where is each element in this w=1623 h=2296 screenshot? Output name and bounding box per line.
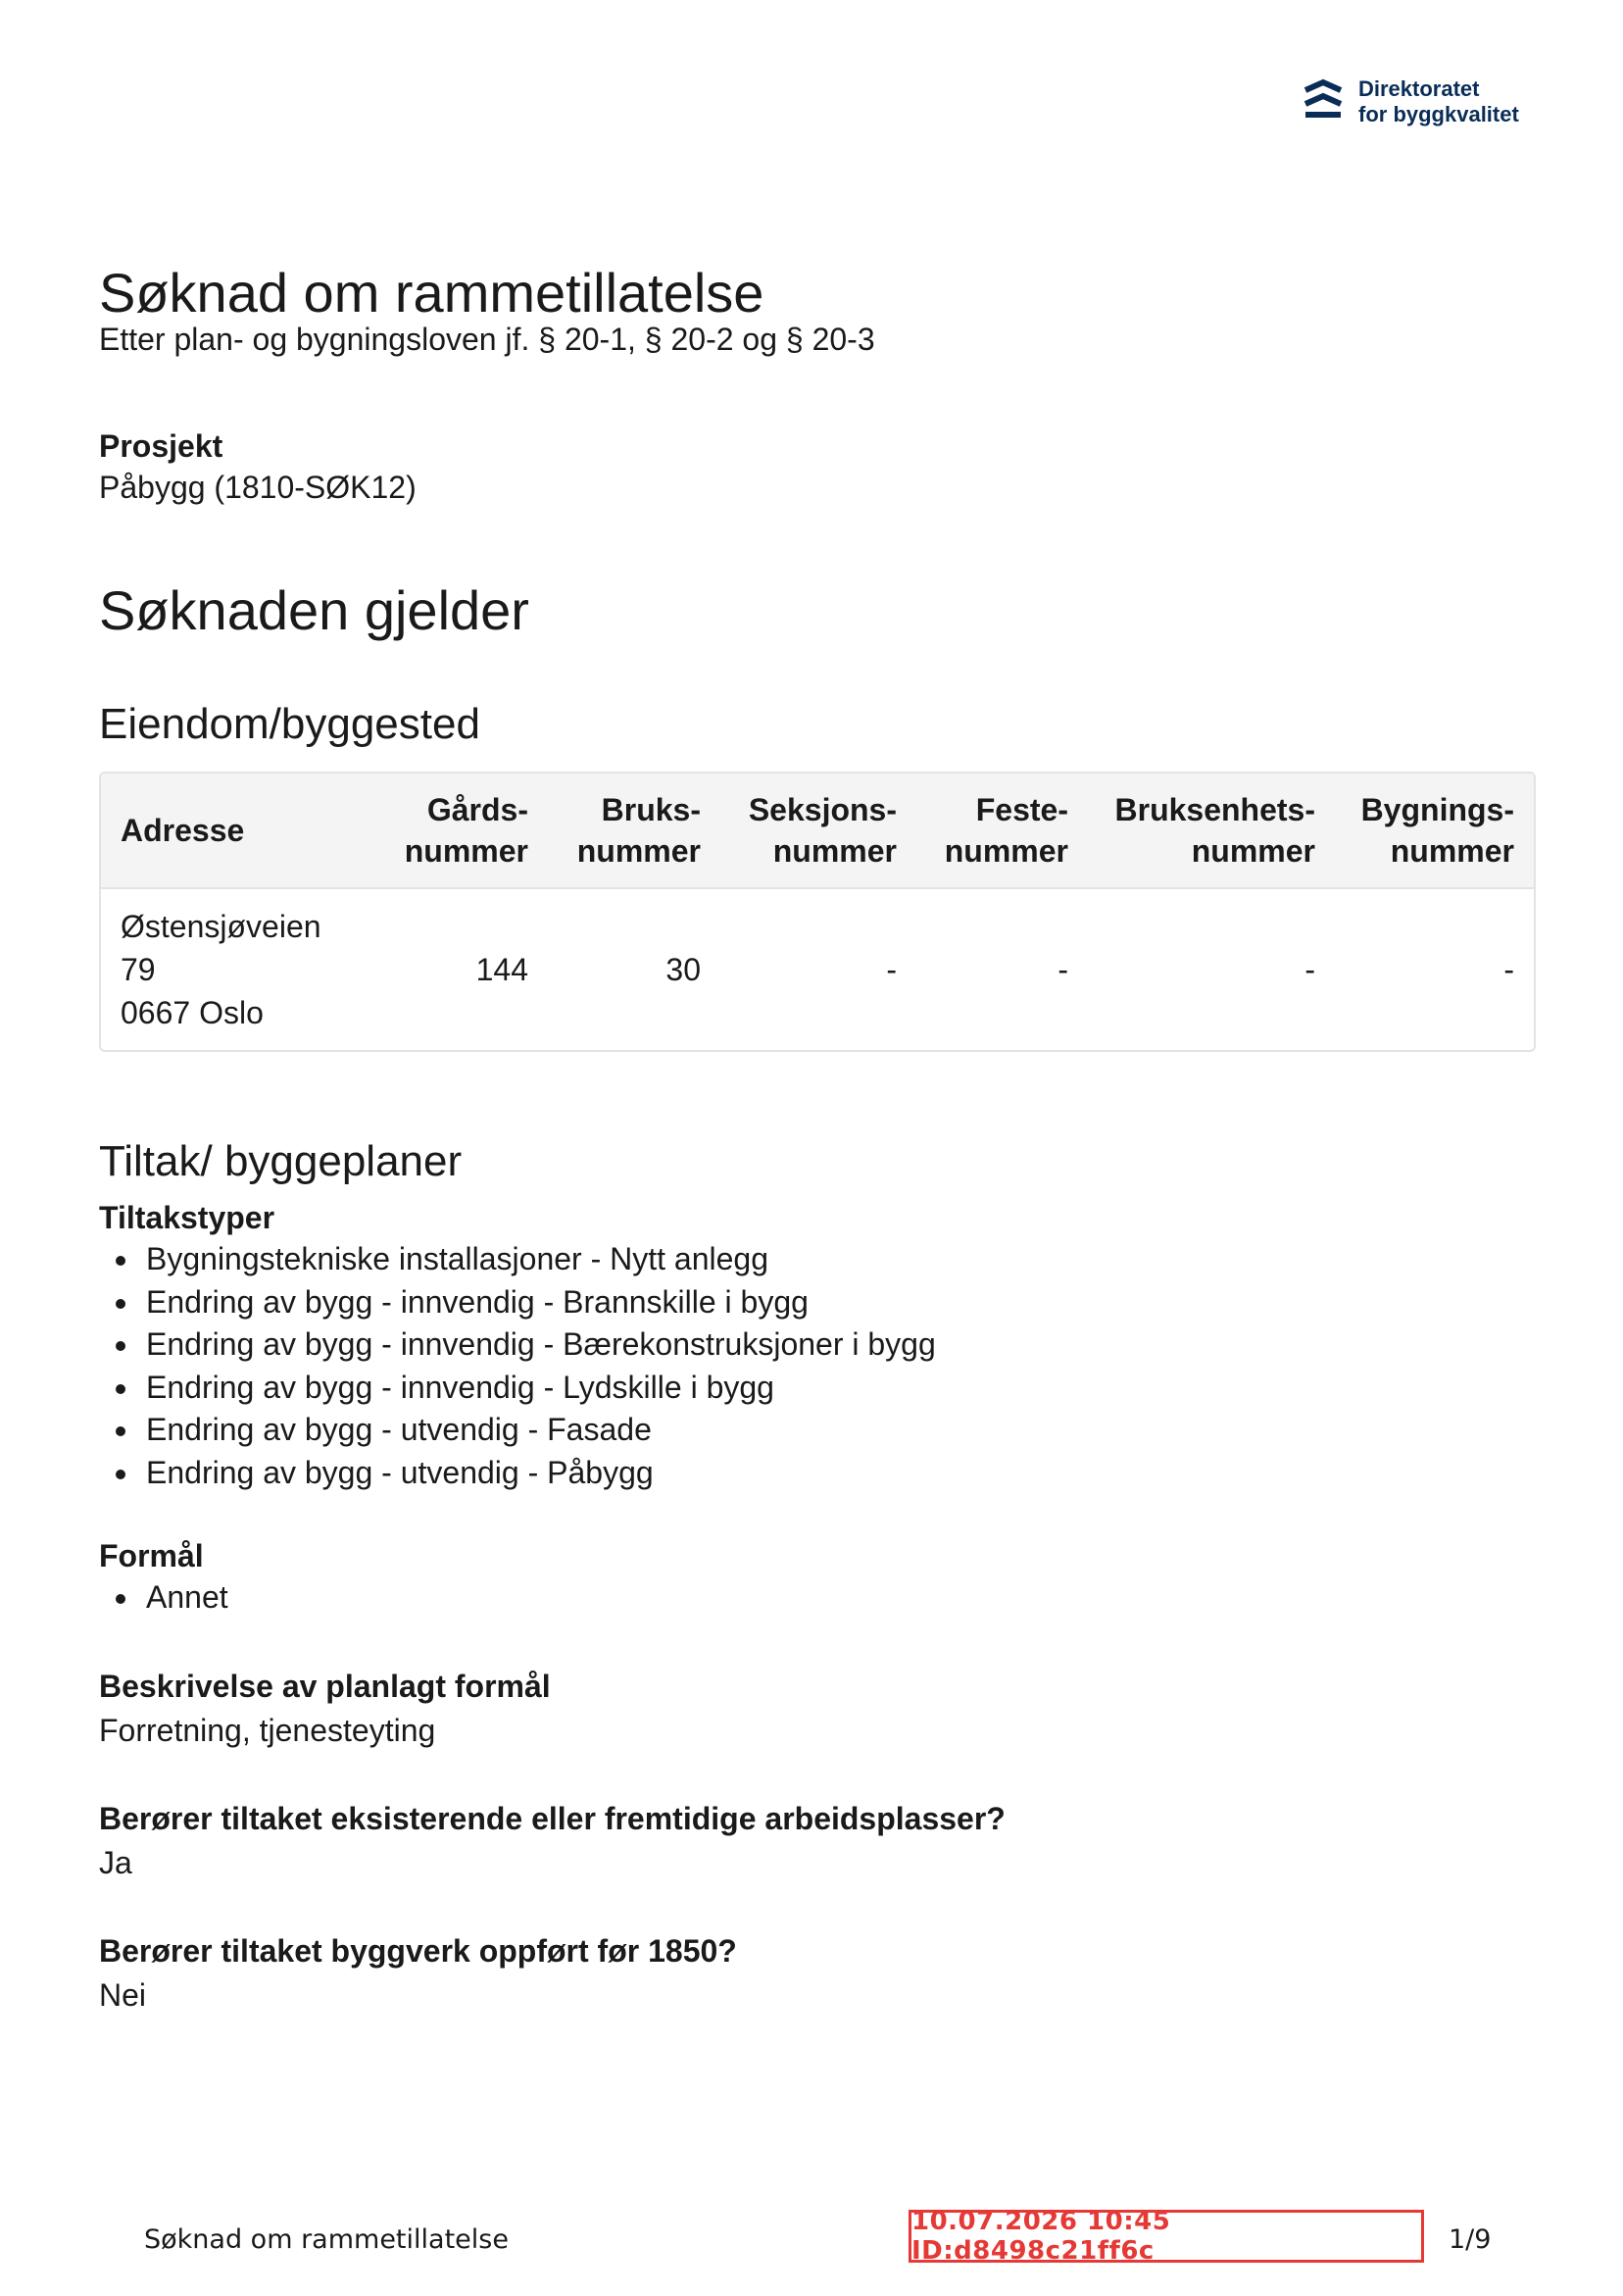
project-block [99, 425, 1536, 508]
dibk-logo [1303, 76, 1519, 127]
header-bruksenhetsnummer: Bruksenhets- nummer [1088, 774, 1335, 888]
formal-list [99, 1576, 1536, 1620]
list-item: Endring av bygg - utvendig - Påbygg [146, 1452, 1536, 1495]
cell-gardsnummer: 144 [475, 952, 528, 987]
list-item: Endring av bygg - innvendig - Bærekonstruksjoner i bygg [146, 1323, 1536, 1367]
property-table [99, 772, 1536, 1052]
document-subtitle: Etter plan- og bygningsloven jf. § 20-1, § 20-2 og § 20-3 [99, 322, 875, 357]
beskrivelse-label: Beskrivelse av planlagt formål [99, 1668, 551, 1704]
project-label: Prosjekt [99, 428, 223, 464]
header-bruksnummer: Bruks- nummer [548, 774, 720, 888]
logo-line-1: Direktoratet [1358, 76, 1480, 101]
timestamp-id-stamp: 10.07.2026 10:45 ID:d8498c21ff6c [909, 2210, 1424, 2263]
cell-bruksenhetsnummer: - [1304, 952, 1315, 987]
list-item: Endring av bygg - innvendig - Brannskille i bygg [146, 1281, 1536, 1324]
beskrivelse-value: Forretning, tjenesteyting [99, 1712, 436, 1748]
beskrivelse-block [99, 1666, 1536, 1751]
cell-festenummer: - [1057, 952, 1068, 987]
section-title: Søknaden gjelder [99, 579, 529, 641]
header-festenummer: Feste- nummer [916, 774, 1088, 888]
page-number: 1/9 [1449, 2224, 1492, 2255]
tiltakstyper-list [99, 1238, 1536, 1494]
list-item: Endring av bygg - innvendig - Lydskille i bygg [146, 1367, 1536, 1410]
property-title: Eiendom/byggested [99, 700, 480, 748]
table-row [101, 888, 1534, 1050]
formal-block [99, 1535, 1536, 1620]
footer-title: Søknad om rammetillatelse [144, 2224, 509, 2255]
cell-bygningsnummer: - [1503, 952, 1514, 987]
formal-label: Formål [99, 1538, 204, 1573]
list-item: Bygningstekniske installasjoner - Nytt anlegg [146, 1238, 1536, 1281]
arbeidsplasser-label: Berører tiltaket eksisterende eller fremtidige arbeidsplasser? [99, 1800, 1006, 1836]
byggverk1850-block [99, 1930, 1536, 2016]
tiltakstyper-block [99, 1197, 1536, 1494]
document-title: Søknad om rammetillatelse [99, 262, 764, 324]
tiltakstyper-label: Tiltakstyper [99, 1200, 275, 1235]
logo-line-2: for byggkvalitet [1358, 102, 1519, 126]
dibk-chevron-logo-icon [1303, 78, 1343, 124]
table-header-row [101, 774, 1534, 888]
header-seksjonsnummer: Seksjons- nummer [720, 774, 916, 888]
cell-bruksnummer: 30 [665, 952, 701, 987]
cell-seksjonsnummer: - [886, 952, 897, 987]
project-value: Påbygg (1810-SØK12) [99, 470, 417, 505]
list-item: Annet [146, 1576, 1536, 1620]
tiltak-title: Tiltak/ byggeplaner [99, 1137, 463, 1185]
cell-adresse: Østensjøveien 79 0667 Oslo [121, 909, 321, 1030]
arbeidsplasser-value: Ja [99, 1844, 132, 1880]
list-item: Endring av bygg - utvendig - Fasade [146, 1409, 1536, 1452]
byggverk1850-value: Nei [99, 1976, 147, 2013]
header-gardsnummer: Gårds- nummer [378, 774, 548, 888]
header-adresse: Adresse [101, 774, 378, 888]
byggverk1850-label: Berører tiltaket byggverk oppført før 1850? [99, 1932, 737, 1969]
header-bygningsnummer: Bygnings- nummer [1335, 774, 1534, 888]
arbeidsplasser-block [99, 1798, 1536, 1883]
